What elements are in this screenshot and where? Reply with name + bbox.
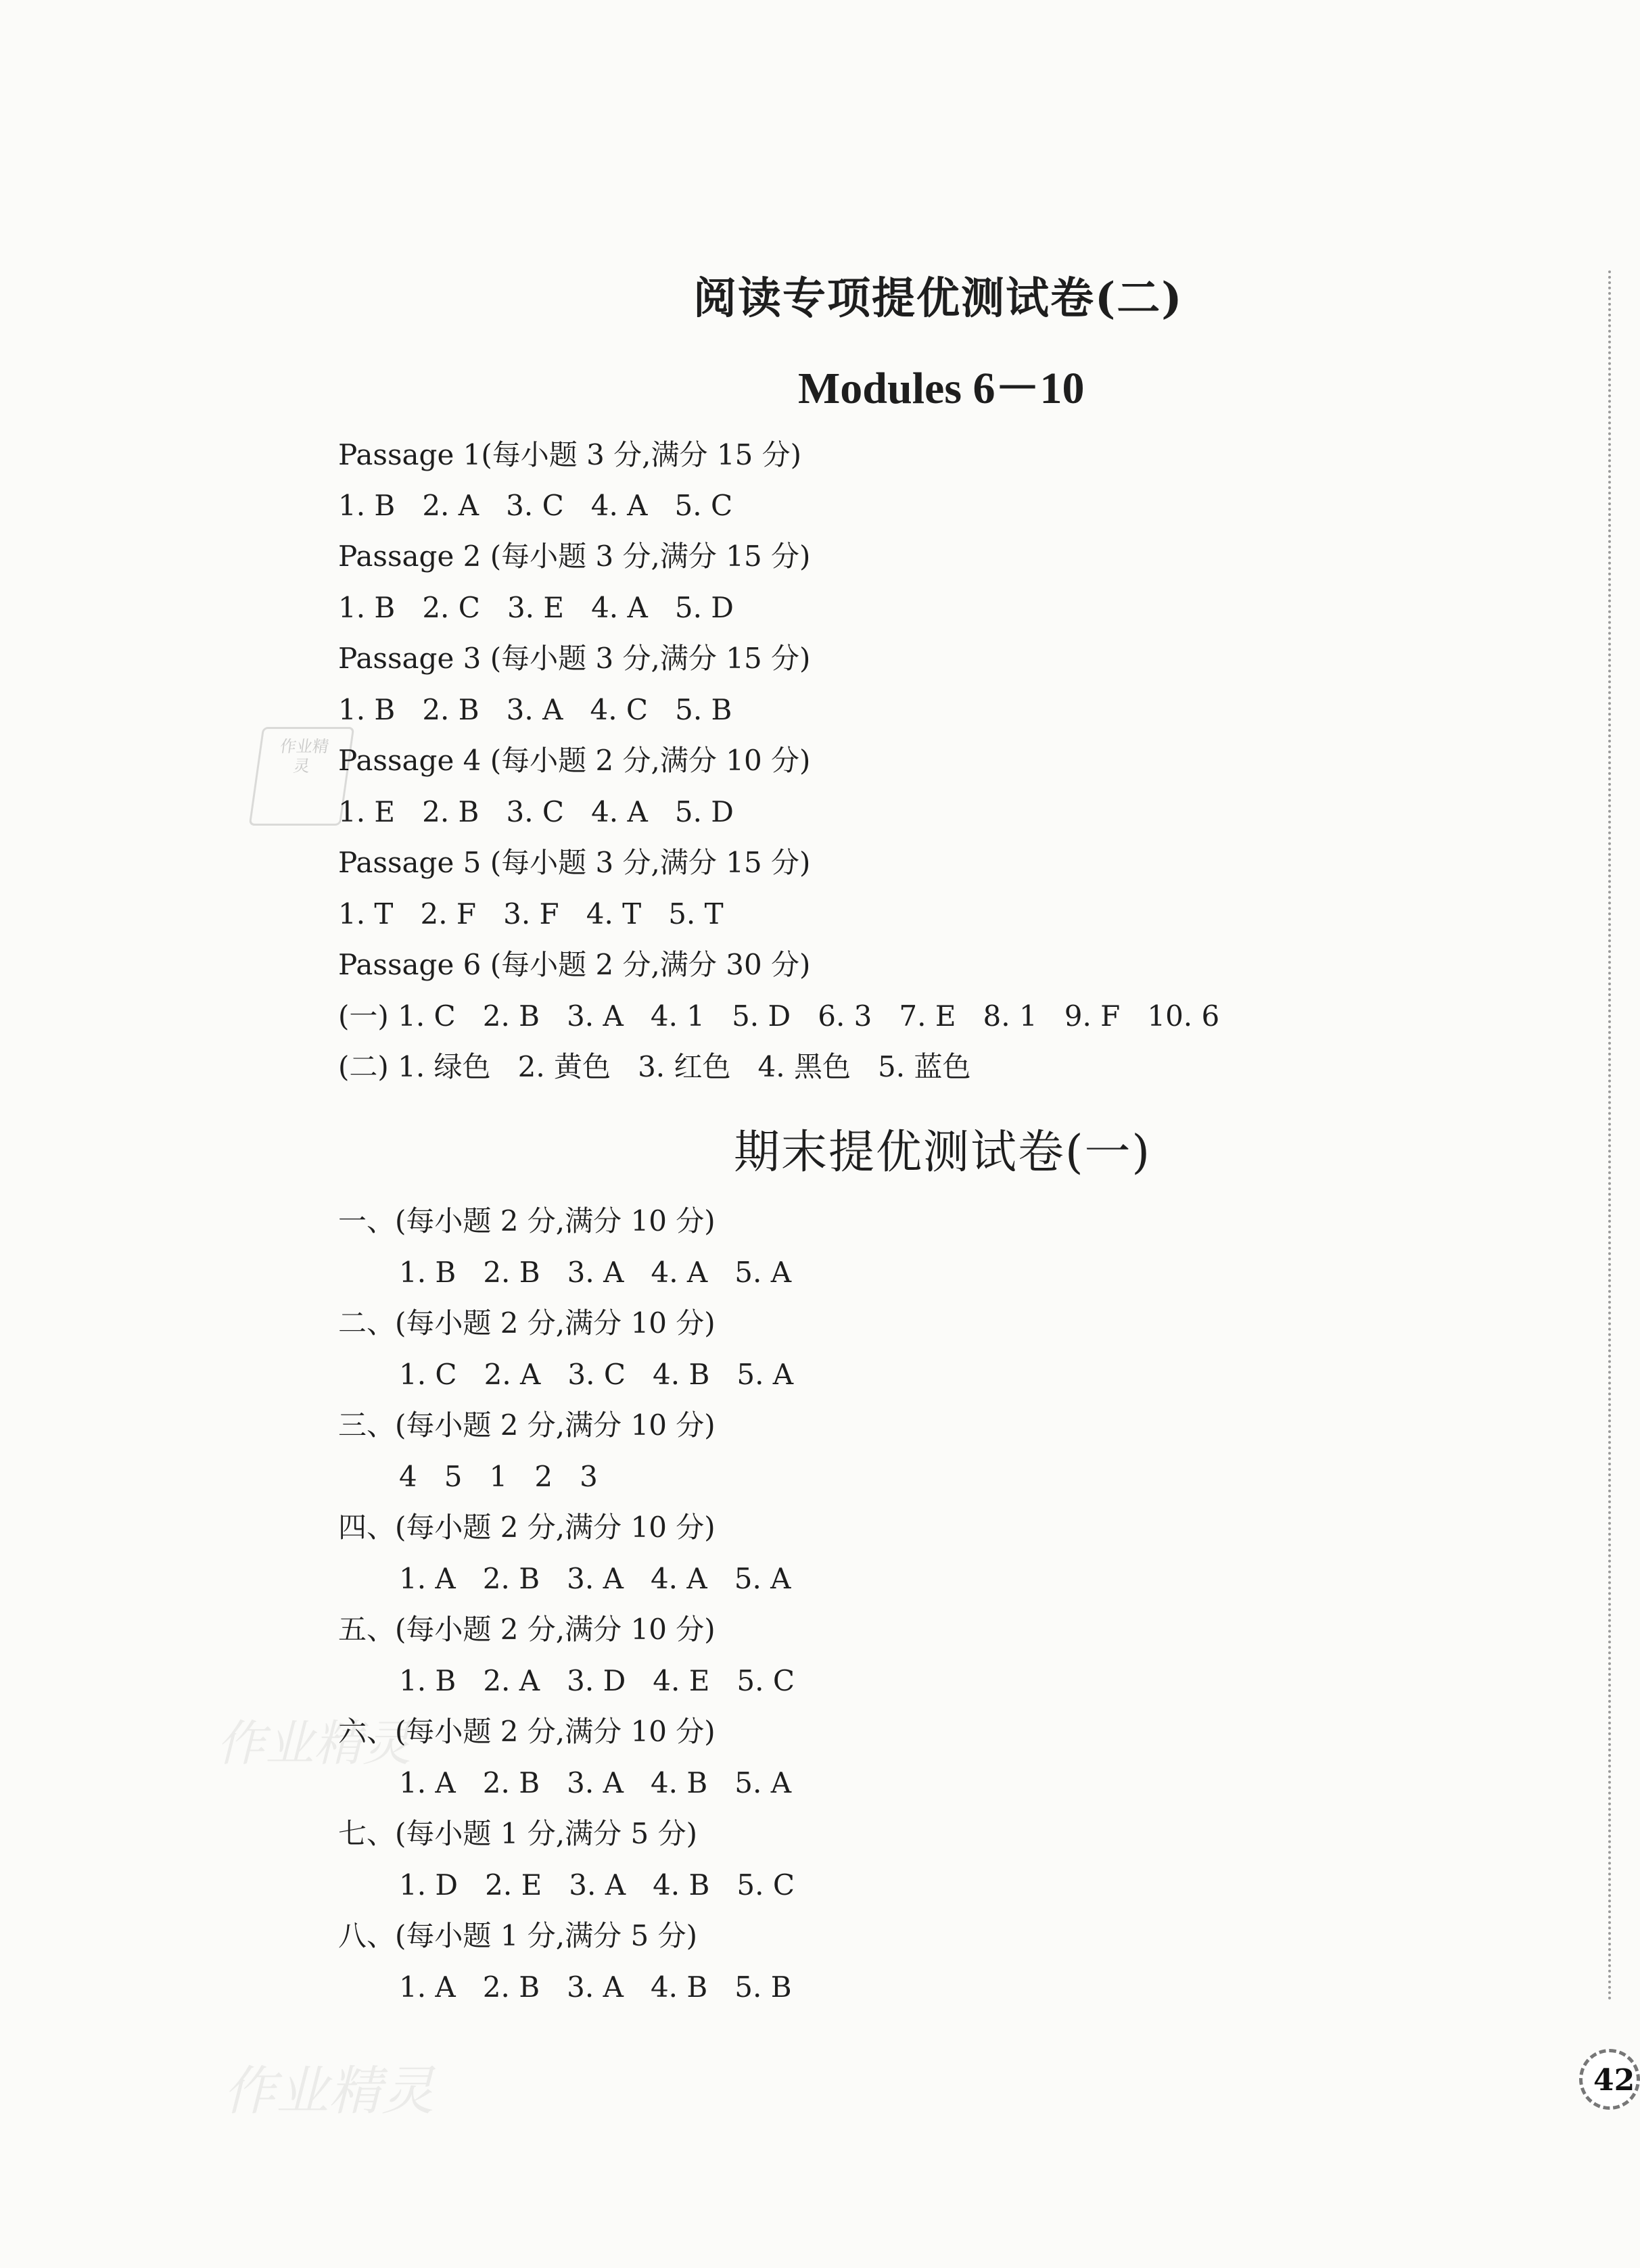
final-part-8-answers: 1. A 2. B 3. A 4. B 5. B [399, 1970, 792, 2004]
passage-6-answers-part2: (二) 1. 绿色 2. 黄色 3. 红色 4. 黑色 5. 蓝色 [338, 1050, 971, 1083]
final-part-2-answers: 1. C 2. A 3. C 4. B 5. A [399, 1358, 794, 1391]
passage-2-header: Passage 2 (每小题 3 分,满分 15 分) [338, 540, 811, 573]
page-number-badge [1579, 2049, 1640, 2110]
passage-2-answers: 1. B 2. C 3. E 4. A 5. D [338, 591, 734, 624]
section-title-final: 期末提优测试卷(一) [734, 1126, 1152, 1179]
passage-6-answers-part1: (一) 1. C 2. B 3. A 4. 1 5. D 6. 3 7. E 8. 1 9. F 10. 6 [338, 999, 1220, 1033]
watermark-text: 作业精灵 [216, 1715, 412, 1772]
section-subtitle-modules: Modules 6－10 [798, 364, 1085, 413]
passage-5-header: Passage 5 (每小题 3 分,满分 15 分) [338, 846, 811, 879]
final-part-3-header: 三、(每小题 2 分,满分 10 分) [338, 1409, 716, 1442]
passage-3-header: Passage 3 (每小题 3 分,满分 15 分) [338, 642, 811, 675]
binding-margin-divider [1608, 270, 1611, 2002]
passage-5-answers: 1. T 2. F 3. F 4. T 5. T [338, 897, 724, 930]
final-part-1-answers: 1. B 2. B 3. A 4. A 5. A [399, 1256, 792, 1289]
watermark-text: 作业精灵 [223, 2061, 435, 2122]
final-part-4-answers: 1. A 2. B 3. A 4. A 5. A [399, 1562, 791, 1595]
passage-6-header: Passage 6 (每小题 2 分,满分 30 分) [338, 948, 811, 981]
final-part-4-header: 四、(每小题 2 分,满分 10 分) [338, 1511, 716, 1544]
section-title-reading: 阅读专项提优测试卷(二) [693, 273, 1184, 324]
passage-1-answers: 1. B 2. A 3. C 4. A 5. C [338, 489, 733, 522]
final-part-5-answers: 1. B 2. A 3. D 4. E 5. C [399, 1664, 795, 1697]
passage-3-answers: 1. B 2. B 3. A 4. C 5. B [338, 693, 732, 726]
final-part-8-header: 八、(每小题 1 分,满分 5 分) [338, 1919, 697, 1952]
passage-4-answers: 1. E 2. B 3. C 4. A 5. D [338, 795, 734, 828]
final-part-7-answers: 1. D 2. E 3. A 4. B 5. C [399, 1868, 795, 1901]
page-number: 42 [1593, 2063, 1635, 2098]
passage-4-header: Passage 4 (每小题 2 分,满分 10 分) [338, 744, 811, 777]
final-part-7-header: 七、(每小题 1 分,满分 5 分) [338, 1817, 697, 1850]
final-part-2-header: 二、(每小题 2 分,满分 10 分) [338, 1306, 716, 1340]
final-part-6-header: 六、(每小题 2 分,满分 10 分) [338, 1715, 716, 1748]
final-part-1-header: 一、(每小题 2 分,满分 10 分) [338, 1204, 716, 1237]
watermark-stamp-text: 作业精灵 [279, 737, 331, 776]
final-part-5-header: 五、(每小题 2 分,满分 10 分) [338, 1613, 716, 1646]
final-part-6-answers: 1. A 2. B 3. A 4. B 5. A [399, 1766, 792, 1799]
passage-1-header: Passage 1(每小题 3 分,满分 15 分) [338, 438, 802, 471]
final-part-3-answers: 4 5 1 2 3 [399, 1460, 598, 1493]
